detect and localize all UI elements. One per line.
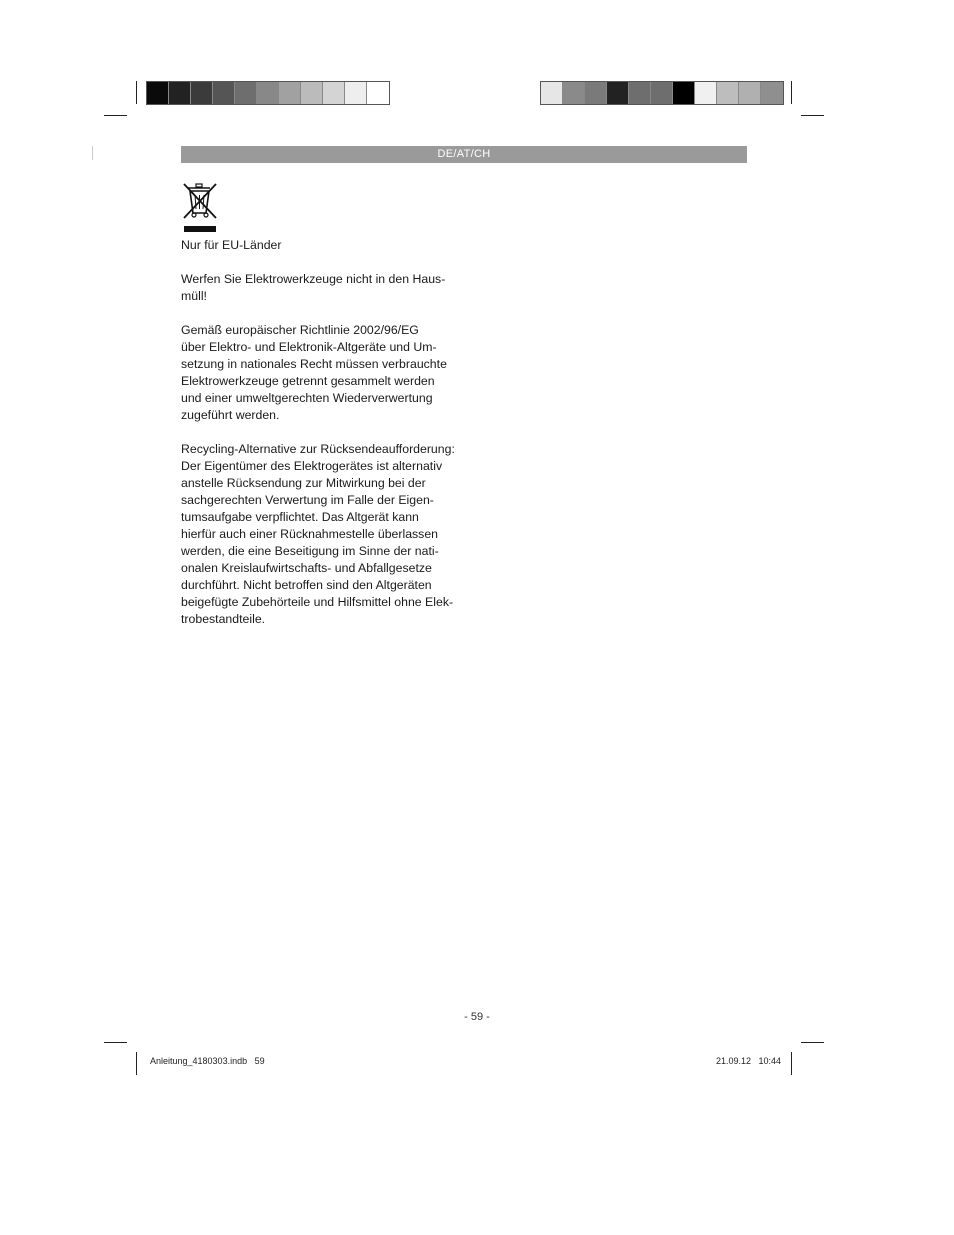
warning-line: Werfen Sie Elektrowerkzeuge nicht in den Haus- bbox=[181, 272, 446, 286]
right-calibration-swatch bbox=[563, 82, 585, 104]
left-calibration-swatch bbox=[257, 82, 279, 104]
language-header-bar bbox=[181, 146, 747, 163]
crop-mark-bottom-right-vertical bbox=[791, 1052, 792, 1075]
right-calibration-swatch bbox=[651, 82, 673, 104]
directive-paragraph bbox=[181, 322, 461, 424]
left-calibration-swatch bbox=[147, 82, 169, 104]
color-calibration-bar-left bbox=[146, 81, 390, 105]
recycling-line: trobestandteile. bbox=[181, 612, 266, 626]
language-label: DE/AT/CH bbox=[437, 148, 491, 160]
left-calibration-swatch bbox=[323, 82, 345, 104]
crop-mark-bottom-right-horizontal bbox=[801, 1042, 824, 1043]
left-calibration-swatch bbox=[279, 82, 301, 104]
crop-mark-top-left-vertical bbox=[136, 81, 137, 104]
right-calibration-swatch bbox=[673, 82, 695, 104]
crop-mark-top-right-horizontal bbox=[801, 115, 824, 116]
file-slug: Anleitung_4180303.indb 59 bbox=[150, 1056, 265, 1066]
right-calibration-swatch bbox=[695, 82, 717, 104]
eu-note: Nur für EU-Länder bbox=[181, 238, 282, 252]
recycling-line: beigefügte Zubehörteile und Hilfsmittel ohne Elek- bbox=[181, 595, 454, 609]
recycling-line: Recycling-Alternative zur Rücksendeaufforderung: bbox=[181, 442, 455, 456]
directive-line: Gemäß europäischer Richtlinie 2002/96/EG bbox=[181, 323, 419, 337]
recycling-line: werden, die eine Beseitigung im Sinne der nati- bbox=[181, 544, 439, 558]
recycling-line: anstelle Rücksendung zur Mitwirkung bei der bbox=[181, 476, 426, 490]
right-calibration-swatch bbox=[585, 82, 607, 104]
recycling-line: sachgerechten Verwertung im Falle der Eigen- bbox=[181, 493, 434, 507]
crop-mark-top-right-vertical bbox=[791, 81, 792, 104]
left-calibration-swatch bbox=[367, 82, 389, 104]
recycling-paragraph bbox=[181, 441, 461, 628]
right-calibration-swatch bbox=[739, 82, 761, 104]
print-timestamp: 21.09.12 10:44 bbox=[716, 1056, 782, 1066]
crop-mark-bottom-left-vertical bbox=[136, 1052, 137, 1075]
recycling-line: tumsaufgabe verpflichtet. Das Altgerät kann bbox=[181, 510, 419, 524]
right-calibration-swatch bbox=[761, 82, 783, 104]
crop-mark-top-left-horizontal bbox=[104, 115, 127, 116]
page-number: - 59 - bbox=[464, 1011, 490, 1023]
warning-paragraph bbox=[181, 271, 461, 305]
recycling-line: onalen Kreislaufwirtschafts- und Abfallgesetze bbox=[181, 561, 432, 575]
directive-line: Elektrowerkzeuge getrennt gesammelt werden bbox=[181, 374, 435, 388]
directive-line: über Elektro- und Elektronik-Altgeräte und Um- bbox=[181, 340, 437, 354]
left-calibration-swatch bbox=[301, 82, 323, 104]
left-calibration-swatch bbox=[169, 82, 191, 104]
directive-line: zugeführt werden. bbox=[181, 408, 280, 422]
left-calibration-swatch bbox=[235, 82, 257, 104]
disposal-instructions bbox=[181, 237, 461, 628]
recycling-line: durchführt. Nicht betroffen sind den Altgeräten bbox=[181, 578, 432, 592]
right-calibration-swatch bbox=[541, 82, 563, 104]
directive-line: und einer umweltgerechten Wiederverwertung bbox=[181, 391, 433, 405]
left-calibration-swatch bbox=[345, 82, 367, 104]
left-calibration-swatch bbox=[213, 82, 235, 104]
right-calibration-swatch bbox=[607, 82, 629, 104]
recycling-line: hierfür auch einer Rücknahmestelle überlassen bbox=[181, 527, 439, 541]
right-calibration-swatch bbox=[629, 82, 651, 104]
crop-mark-side-left bbox=[92, 146, 93, 160]
warning-line: müll! bbox=[181, 289, 207, 303]
left-calibration-swatch bbox=[191, 82, 213, 104]
recycling-line: Der Eigentümer des Elektrogerätes ist alternativ bbox=[181, 459, 443, 473]
weee-crossed-bin-icon bbox=[181, 181, 219, 233]
directive-line: setzung in nationales Recht müssen verbrauchte bbox=[181, 357, 447, 371]
color-calibration-bar-right bbox=[540, 81, 784, 105]
crop-mark-bottom-left-horizontal bbox=[104, 1042, 127, 1043]
right-calibration-swatch bbox=[717, 82, 739, 104]
